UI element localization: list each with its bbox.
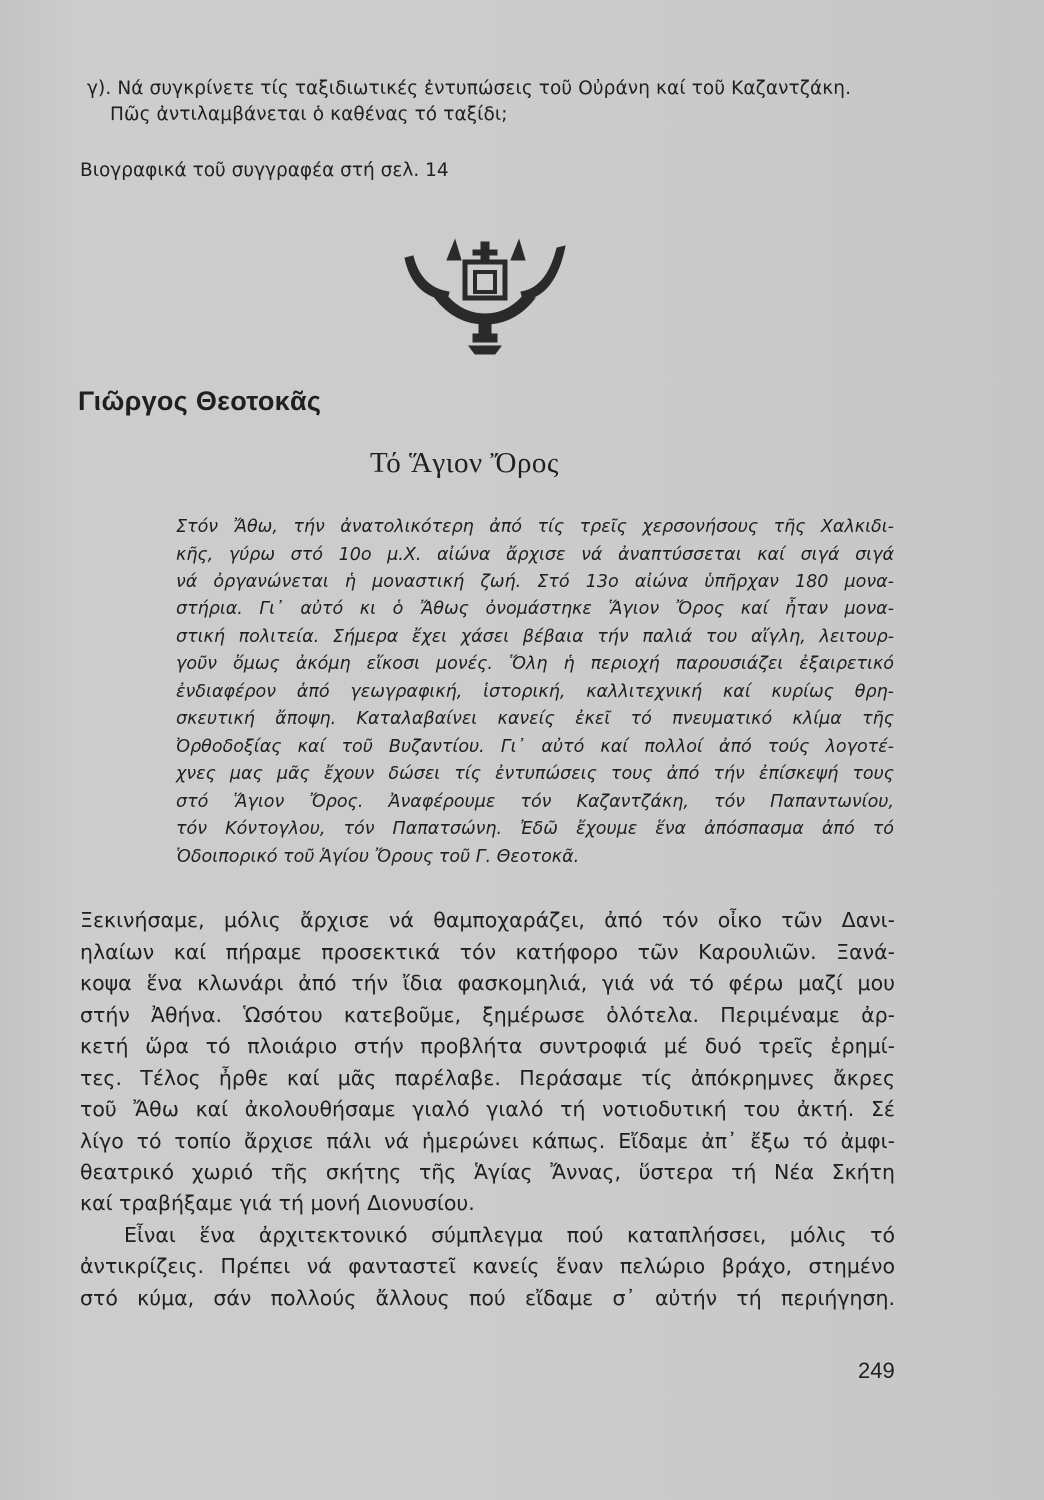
body-line: τες. Τέλος ἦρθε καί μᾶς παρέλαβε. Περάσαμε τίς ἀπόκρημνες ἄκρες bbox=[80, 1066, 895, 1090]
body-line: Ξεκινήσαμε, μόλις ἄρχισε νά θαμποχαράζει, ἀπό τόν οἶκο τῶν Δανι- bbox=[80, 908, 895, 932]
body-line: ἀντικρίζεις. Πρέπει νά φανταστεῖ κανείς ἕναν πελώριο βράχο, στημένο bbox=[80, 1254, 895, 1278]
body-line: τοῦ Ἄθω καί ἀκολουθήσαμε γιαλό γιαλό τή νοτιοδυτική του ἀκτή. Σέ bbox=[80, 1097, 895, 1121]
intro-line: Στόν Ἄθω, τήν ἀνατολικότερη ἀπό τίς τρεῖς χερσονήσους τῆς Χαλκιδι- bbox=[176, 517, 894, 537]
intro-line: τόν Κόντογλου, τόν Παπατσώνη. Ἐδῶ ἔχουμε ἕνα ἀπόσπασμα ἀπό τό bbox=[176, 819, 894, 839]
intro-line: κῆς, γύρω στό 10ο μ.Χ. αἰώνα ἄρχισε νά ἀναπτύσσεται καί σιγά σιγά bbox=[176, 545, 894, 565]
body-line: λίγο τό τοπίο ἄρχισε πάλι νά ἡμερώνει κάπως. Εἴδαμε ἀπ᾿ ἔξω τό ἀμφι- bbox=[80, 1129, 895, 1153]
chapter-title: Τό Ἅγιον Ὄρος bbox=[370, 447, 559, 479]
byzantine-emblem-icon bbox=[395, 238, 575, 358]
intro-line: νά ὀργανώνεται ἡ μοναστική ζωή. Στό 13ο αἰώνα ὑπῆρχαν 180 μονα- bbox=[176, 572, 894, 592]
body-line: θεατρικό χωριό τῆς σκήτης τῆς Ἁγίας Ἄννας, ὕστερα τή Νέα Σκήτη bbox=[80, 1160, 895, 1184]
body-line: κοψα ἕνα κλωνάρι ἀπό τήν ἴδια φασκομηλιά, γιά νά τό φέρω μαζί μου bbox=[80, 971, 895, 995]
intro-line: Ὀρθοδοξίας καί τοῦ Βυζαντίου. Γι᾿ αὐτό καί πολλοί ἀπό τούς λογοτέ- bbox=[176, 737, 894, 757]
intro-line: ἐνδιαφέρον ἀπό γεωγραφική, ἱστορική, καλλιτεχνική καί κυρίως θρη- bbox=[176, 682, 894, 702]
intro-line: Ὁδοιπορικό τοῦ Ἁγίου Ὄρους τοῦ Γ. Θεοτοκᾶ. bbox=[176, 847, 580, 867]
question-line-2: Πῶς ἀντιλαμβάνεται ὁ καθένας τό ταξίδι; bbox=[110, 104, 508, 125]
body-line: στό κύμα, σάν πολλούς ἄλλους πού εἴδαμε σ᾿ αὐτήν τή περιήγηση. bbox=[80, 1286, 895, 1310]
body-line: στήν Ἀθήνα. Ὡσότου κατεβοῦμε, ξημέρωσε ὁλότελα. Περιμέναμε ἀρ- bbox=[80, 1003, 895, 1027]
author-name: Γιῶργος Θεοτοκᾶς bbox=[78, 386, 322, 416]
intro-line: στό Ἅγιον Ὄρος. Ἀναφέρουμε τόν Καζαντζάκη, τόν Παπαντωνίου, bbox=[176, 792, 894, 812]
question-line-1: γ). Νά συγκρίνετε τίς ταξιδιωτικές ἐντυπώσεις τοῦ Οὐράνη καί τοῦ Καζαντζάκη. bbox=[87, 78, 852, 99]
intro-line: χνες μας μᾶς ἔχουν δώσει τίς ἐντυπώσεις τους ἀπό τήν ἐπίσκεψή τους bbox=[176, 764, 894, 784]
intro-line: στήρια. Γι᾿ αὐτό κι ὁ Ἄθως ὀνομάστηκε Ἅγιον Ὄρος καί ἦταν μονα- bbox=[176, 599, 894, 619]
bio-note: Βιογραφικά τοῦ συγγραφέα στή σελ. 14 bbox=[80, 160, 449, 181]
body-line: καί τραβήξαμε γιά τή μονή Διονυσίου. bbox=[80, 1191, 475, 1215]
body-line: κετή ὥρα τό πλοιάριο στήν προβλήτα συντροφιά μέ δυό τρεῖς ἐρημί- bbox=[80, 1034, 895, 1058]
body-line: ηλαίων καί πήραμε προσεκτικά τόν κατήφορο τῶν Καρουλιῶν. Ξανά- bbox=[80, 940, 895, 964]
intro-line: γοῦν ὅμως ἀκόμη εἴκοσι μονές. Ὅλη ἡ περιοχή παρουσιάζει ἐξαιρετικό bbox=[176, 654, 894, 674]
page-number: 249 bbox=[858, 1358, 895, 1383]
intro-line: στική πολιτεία. Σήμερα ἔχει χάσει βέβαια τήν παλιά του αἴγλη, λειτουρ- bbox=[176, 627, 894, 647]
intro-line: σκευτική ἄποψη. Καταλαβαίνει κανείς ἐκεῖ τό πνευματικό κλίμα τῆς bbox=[176, 709, 894, 729]
body-line: Εἶναι ἕνα ἀρχιτεκτονικό σύμπλεγμα πού καταπλήσσει, μόλις τό bbox=[124, 1223, 895, 1247]
